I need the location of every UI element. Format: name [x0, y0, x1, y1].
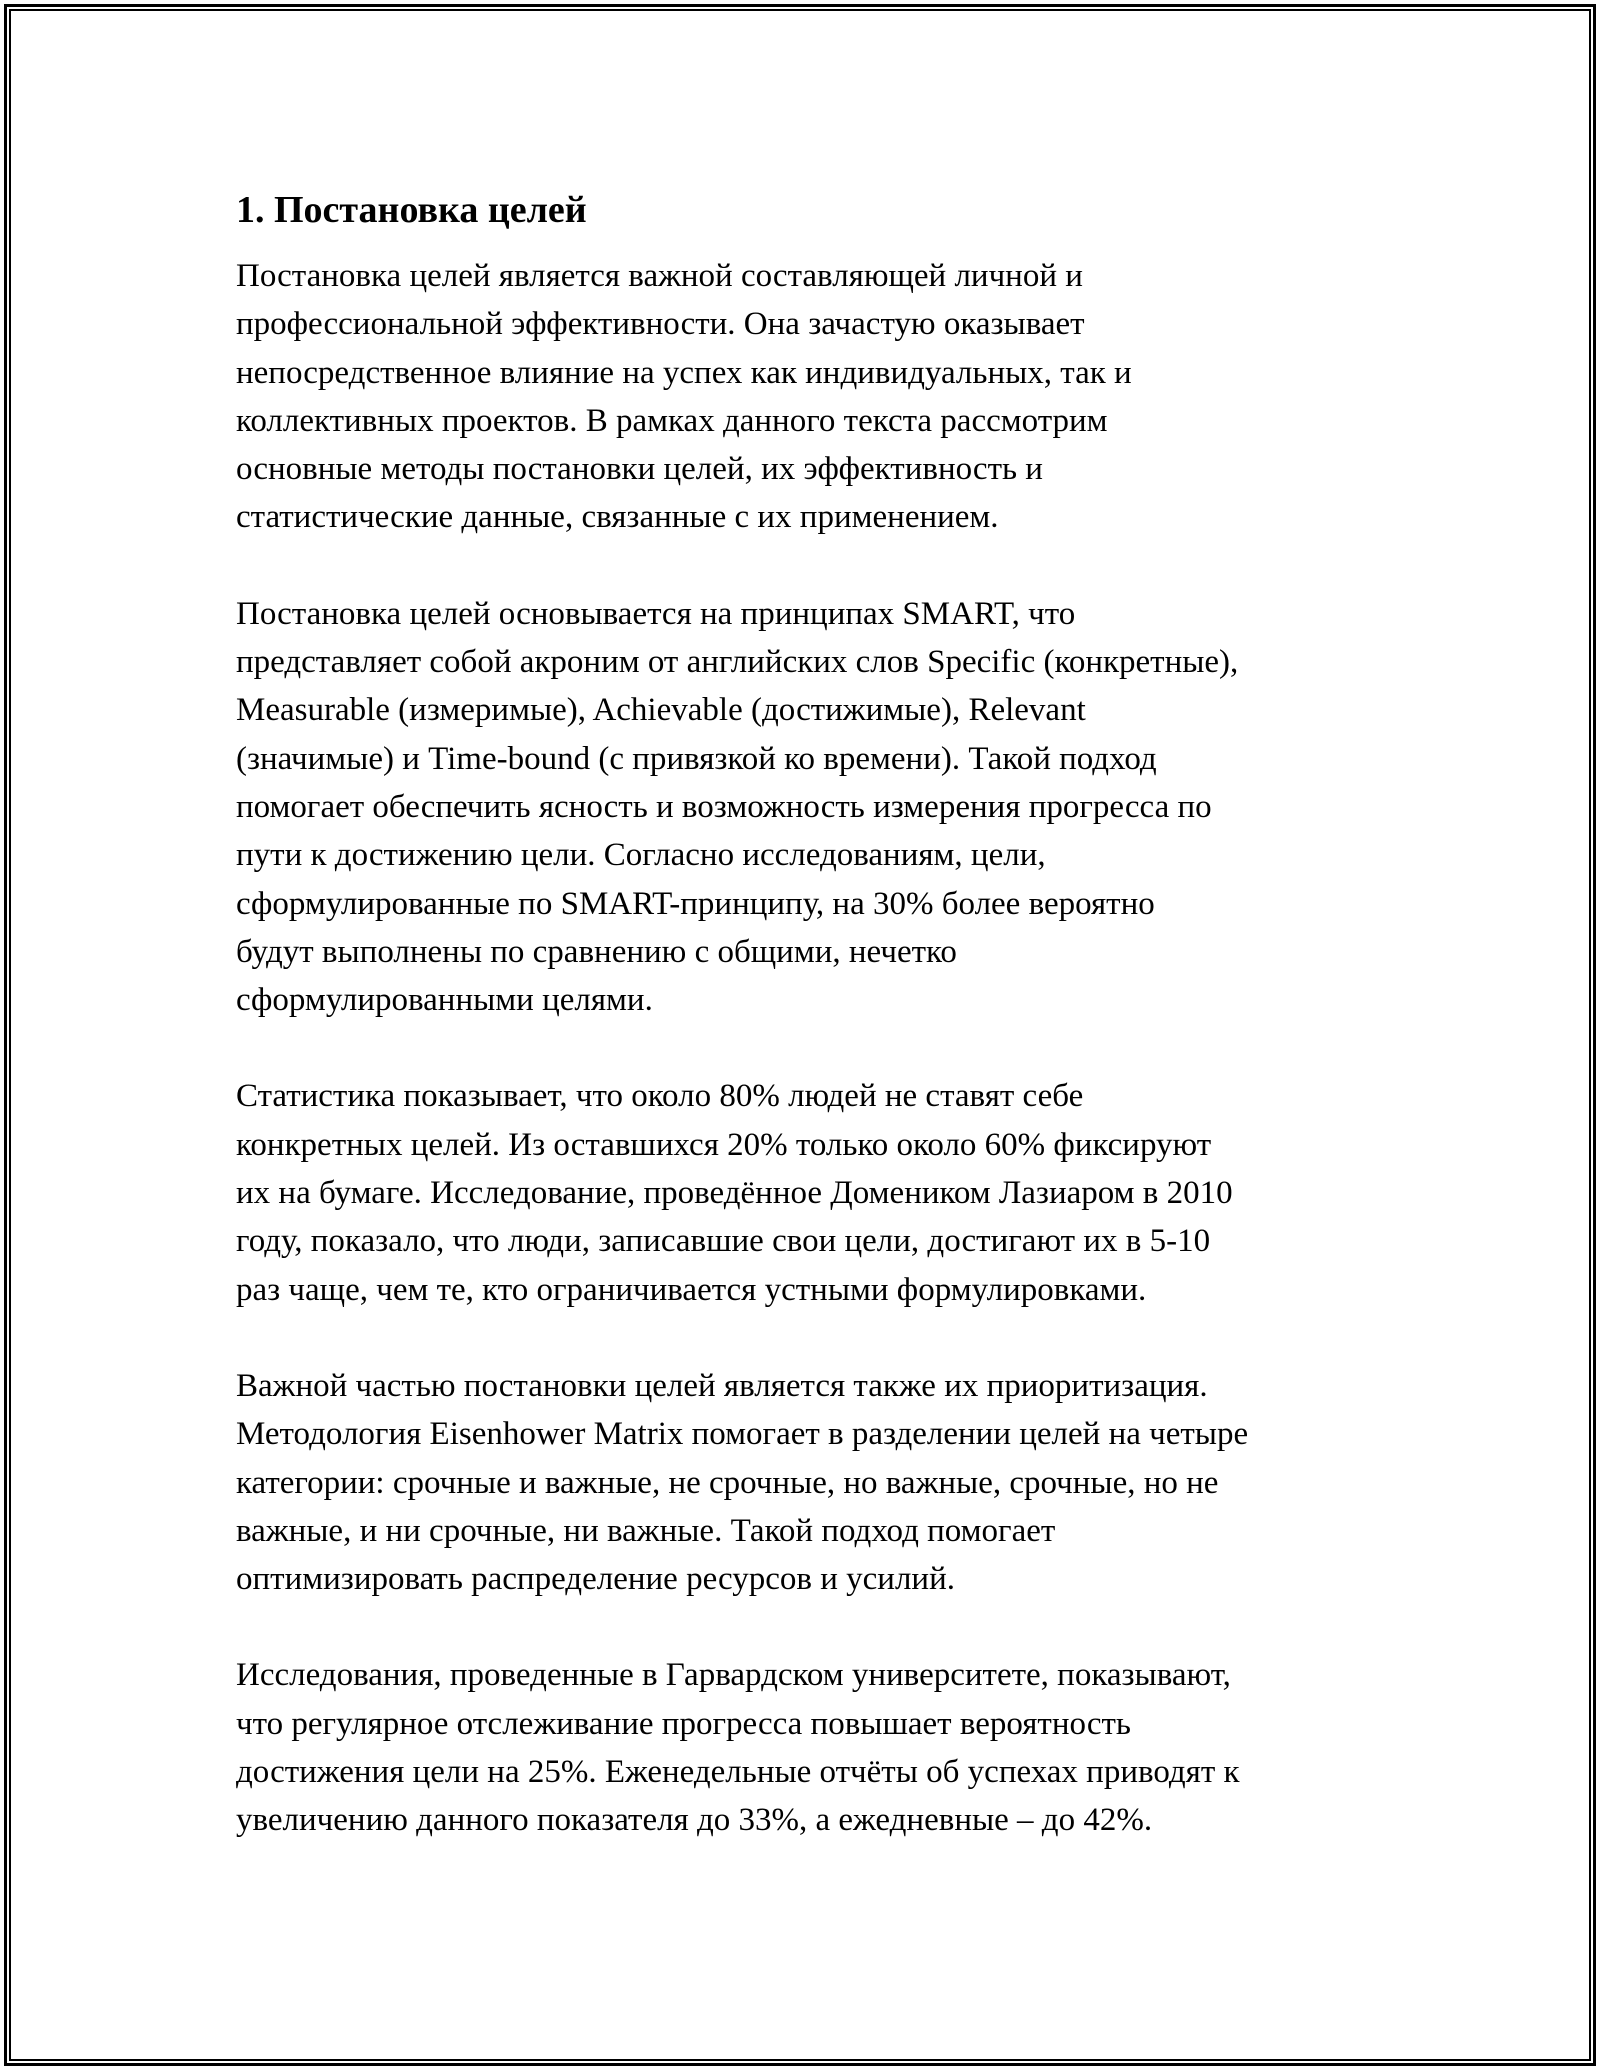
paragraph-intro	[236, 252, 1381, 542]
text-line: (значимые) и Time-bound (с привязкой ко времени). Такой подход	[236, 740, 1157, 777]
text-line: их на бумаге. Исследование, проведённое Домеником Лазиаром в 2010	[236, 1175, 1233, 1212]
text-line: коллективных проектов. В рамках данного текста рассмотрим	[236, 402, 1108, 439]
text-line: Исследования, проведенные в Гарвардском университете, показывают,	[236, 1657, 1231, 1694]
text-line: сформулированные по SMART-принципу, на 30% более вероятно	[236, 885, 1155, 922]
text-line: основные методы постановки целей, их эффективность и	[236, 451, 1043, 488]
paragraph-harvard	[236, 1651, 1381, 1844]
text-line: Measurable (измеримые), Achievable (достижимые), Relevant	[236, 692, 1086, 729]
text-line: году, показало, что люди, записавшие свои цели, достигают их в 5-10	[236, 1223, 1211, 1260]
text-line: Методология Eisenhower Matrix помогает в разделении целей на четыре	[236, 1416, 1249, 1453]
text-line: статистические данные, связанные с их применением.	[236, 499, 999, 536]
document-body	[236, 186, 1381, 1893]
text-line: важные, и ни срочные, ни важные. Такой подход помогает	[236, 1512, 1056, 1549]
text-line: Постановка целей основывается на принципах SMART, что	[236, 595, 1076, 632]
paragraph-statistics	[236, 1072, 1381, 1313]
text-line: Важной частью постановки целей является также их приоритизация.	[236, 1367, 1208, 1404]
text-line: будут выполнены по сравнению с общими, нечетко	[236, 933, 957, 970]
text-line: представляет собой акроним от английских слов Specific (конкретные),	[236, 644, 1239, 681]
text-line: непосредственное влияние на успех как индивидуальных, так и	[236, 354, 1132, 391]
text-line: Постановка целей является важной составляющей личной и	[236, 258, 1083, 294]
text-line: конкретных целей. Из оставшихся 20% только около 60% фиксируют	[236, 1126, 1212, 1163]
text-line: Статистика показывает, что около 80% людей не ставят себе	[236, 1078, 1084, 1115]
text-line: помогает обеспечить ясность и возможность измерения прогресса по	[236, 788, 1212, 825]
paragraph-smart	[236, 590, 1381, 1025]
text-line: увеличению данного показателя до 33%, а ежедневные – до 42%.	[236, 1802, 1153, 1839]
text-line: категории: срочные и важные, не срочные, но важные, срочные, но не	[236, 1464, 1219, 1501]
text-line: раз чаще, чем те, кто ограничивается устными формулировками.	[236, 1271, 1147, 1308]
text-line: сформулированными целями.	[236, 982, 653, 1019]
text-line: достижения цели на 25%. Еженедельные отчёты об успехах приводят к	[236, 1754, 1240, 1791]
section-heading: 1. Постановка целей	[236, 189, 587, 231]
text-line: что регулярное отслеживание прогресса повышает вероятность	[236, 1705, 1131, 1742]
paragraph-prioritization	[236, 1362, 1381, 1603]
text-line: оптимизировать распределение ресурсов и усилий.	[236, 1561, 955, 1598]
text-line: пути к достижению цели. Согласно исследованиям, цели,	[236, 837, 1046, 874]
text-line: профессиональной эффективности. Она зачастую оказывает	[236, 306, 1085, 343]
